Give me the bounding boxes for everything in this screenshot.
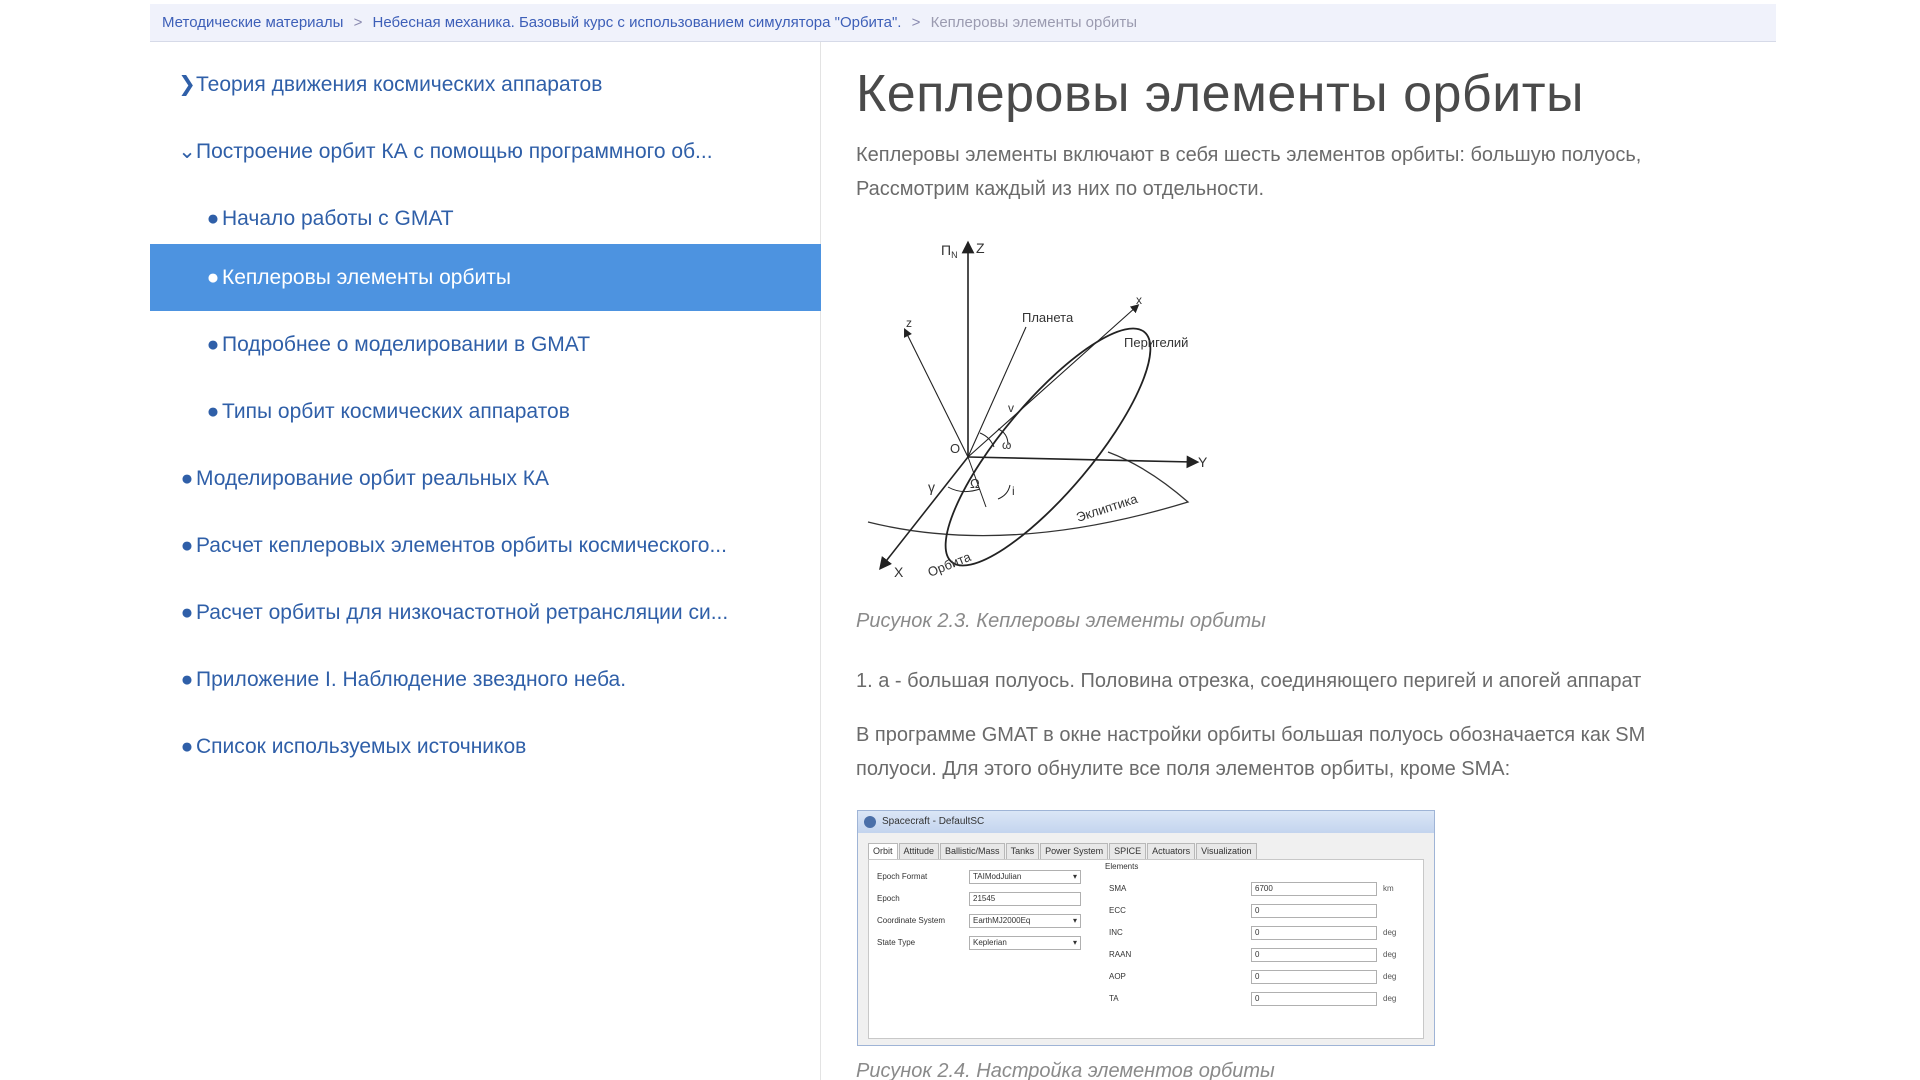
main-content bbox=[822, 42, 1776, 1080]
bullet-icon: ● bbox=[206, 400, 220, 423]
sidebar-item-appendix[interactable] bbox=[150, 646, 821, 713]
breadcrumb-item-materials[interactable]: Методические материалы bbox=[162, 14, 344, 31]
breadcrumb-separator: > bbox=[353, 14, 363, 31]
gmat-tab-visualization: Visualization bbox=[1196, 843, 1256, 859]
sidebar-item-real-orbits[interactable] bbox=[150, 445, 821, 512]
nu-label: v bbox=[1008, 401, 1014, 415]
gmat-app-icon bbox=[864, 816, 876, 828]
bullet-icon: ● bbox=[206, 266, 220, 289]
sidebar-item-orbit-types[interactable] bbox=[150, 378, 821, 445]
sidebar-item-label: Построение орбит КА с помощью программного об... bbox=[196, 140, 713, 163]
aop-field: 0 bbox=[1251, 970, 1377, 984]
figure-caption-2: Рисунок 2.4. Настройка элементов орбиты bbox=[856, 1060, 1275, 1080]
small-z-axis bbox=[906, 332, 968, 457]
inc-unit: deg bbox=[1383, 928, 1397, 937]
state-type-label: State Type bbox=[877, 938, 916, 947]
gmat-paragraph-line-2: полуоси. Для этого обнулите все поля элементов орбиты, кроме SMA: bbox=[856, 758, 1511, 780]
gmat-tab-actuators: Actuators bbox=[1147, 843, 1195, 859]
intro-line-1: Кеплеровы элементы включают в себя шесть элементов орбиты: большую полуось, bbox=[856, 144, 1642, 166]
ta-label: TA bbox=[1109, 994, 1119, 1003]
sidebar-item-label: Начало работы с GMAT bbox=[222, 207, 454, 230]
sidebar-item-label: Типы орбит космических аппаратов bbox=[222, 400, 570, 423]
sidebar-item-label: Теория движения космических аппаратов bbox=[196, 73, 603, 96]
chevron-right-icon: ❯ bbox=[178, 73, 196, 96]
bullet-icon: ● bbox=[180, 668, 194, 691]
orbit-label: Орбита bbox=[925, 548, 973, 580]
inc-label: INC bbox=[1109, 928, 1123, 937]
gmat-screenshot bbox=[857, 810, 1435, 1046]
breadcrumb-current: Кеплеровы элементы орбиты bbox=[930, 14, 1137, 31]
omega-big-label: Ω bbox=[970, 476, 980, 491]
aop-unit: deg bbox=[1383, 972, 1397, 981]
y-axis bbox=[968, 457, 1193, 462]
gmat-tab-spice: SPICE bbox=[1109, 843, 1146, 859]
ecc-field: 0 bbox=[1251, 904, 1377, 918]
bullet-icon: ● bbox=[206, 333, 220, 356]
sma-unit: km bbox=[1383, 884, 1394, 893]
breadcrumb-item-course[interactable]: Небесная механика. Базовый курс с использованием симулятора "Орбита". bbox=[372, 14, 902, 31]
planet-label: Планета bbox=[1022, 310, 1074, 325]
gmat-tab-tanks: Tanks bbox=[1006, 843, 1040, 859]
sidebar-item-sources[interactable] bbox=[150, 713, 821, 780]
sidebar-item-spacecraft-theory[interactable] bbox=[150, 51, 821, 118]
y-axis-label: Y bbox=[1198, 454, 1208, 470]
z-axis-label: Z bbox=[976, 240, 985, 256]
sma-field: 6700 bbox=[1251, 882, 1377, 896]
sma-label: SMA bbox=[1109, 884, 1127, 893]
small-x-label: x bbox=[1136, 293, 1142, 307]
bullet-icon: ● bbox=[180, 534, 194, 557]
epoch-field: 21545 bbox=[969, 892, 1081, 906]
pole-label: $П_N$ bbox=[941, 242, 958, 260]
gmat-window-titlebar bbox=[858, 811, 1434, 833]
x-axis bbox=[883, 457, 968, 565]
perigee-label: Перигелий bbox=[1124, 335, 1189, 350]
sidebar-item-kepler-calc[interactable] bbox=[150, 512, 821, 579]
ta-field: 0 bbox=[1251, 992, 1377, 1006]
sidebar-item-label: Расчет кеплеровых элементов орбиты космического... bbox=[196, 534, 727, 557]
gmat-tabs bbox=[868, 843, 1258, 859]
figure-caption: Рисунок 2.3. Кеплеровы элементы орбиты bbox=[856, 610, 1266, 632]
bullet-icon: ● bbox=[180, 735, 194, 758]
sidebar-item-kepler-elements[interactable] bbox=[150, 244, 821, 311]
sidebar-item-label: Кеплеровы элементы орбиты bbox=[222, 266, 511, 289]
ecliptic-label: Эклиптика bbox=[1074, 490, 1140, 525]
epoch-format-label: Epoch Format bbox=[877, 872, 928, 881]
sidebar-item-label: Приложение I. Наблюдение звездного неба. bbox=[196, 668, 627, 691]
sidebar-item-gmat-start[interactable] bbox=[150, 185, 821, 252]
inc-field: 0 bbox=[1251, 926, 1377, 940]
state-type-select: Keplerian ▾ bbox=[969, 936, 1081, 950]
bullet-icon: ● bbox=[180, 601, 194, 624]
ta-unit: deg bbox=[1383, 994, 1397, 1003]
raan-unit: deg bbox=[1383, 950, 1397, 959]
bullet-icon: ● bbox=[206, 207, 220, 230]
kepler-orbit-diagram bbox=[858, 237, 1258, 617]
coord-system-select: EarthMJ2000Eq ▾ bbox=[969, 914, 1081, 928]
gmat-paragraph-line-1: В программе GMAT в окне настройки орбиты большая полуось обозначается как SM bbox=[856, 724, 1646, 746]
sidebar-item-relay-orbit[interactable] bbox=[150, 579, 821, 646]
raan-label: RAAN bbox=[1109, 950, 1132, 959]
sidebar-item-orbit-construction[interactable] bbox=[150, 118, 821, 185]
aop-label: AOP bbox=[1109, 972, 1126, 981]
gmat-tab-ballistic: Ballistic/Mass bbox=[940, 843, 1005, 859]
sidebar-item-label: Расчет орбиты для низкочастотной ретрансляции си... bbox=[196, 601, 729, 624]
sidebar-nav bbox=[150, 42, 821, 1080]
epoch-format-select: TAIModJulian ▾ bbox=[969, 870, 1081, 884]
small-z-label: z bbox=[906, 316, 912, 330]
small-x-axis bbox=[968, 307, 1136, 457]
ecc-label: ECC bbox=[1109, 906, 1126, 915]
gmat-orbit-panel bbox=[868, 859, 1424, 1039]
bullet-icon: ● bbox=[180, 467, 194, 490]
chevron-down-icon: ⌄ bbox=[178, 140, 196, 163]
epoch-label: Epoch bbox=[877, 894, 900, 903]
sidebar-item-label: Моделирование орбит реальных КА bbox=[196, 467, 550, 490]
breadcrumb-separator: > bbox=[911, 14, 921, 31]
sma-paragraph: 1. a - большая полуось. Половина отрезка, соединяющего перигей и апогей аппарат bbox=[856, 670, 1642, 692]
gmat-tab-power: Power System bbox=[1040, 843, 1108, 859]
page-title: Кеплеровы элементы орбиты bbox=[856, 65, 1584, 123]
omega-small-label: ω bbox=[1002, 438, 1012, 452]
x-axis-label: X bbox=[894, 564, 904, 580]
breadcrumb bbox=[150, 4, 1776, 42]
intro-line-2: Рассмотрим каждый из них по отдельности. bbox=[856, 178, 1265, 200]
gmat-tab-attitude: Attitude bbox=[899, 843, 940, 859]
sidebar-item-label: Список используемых источников bbox=[196, 735, 527, 758]
sidebar-item-label: Подробнее о моделировании в GMAT bbox=[222, 333, 591, 356]
origin-label: O bbox=[950, 441, 961, 456]
inclination-label: i bbox=[1012, 484, 1015, 498]
gmat-window-title: Spacecraft - DefaultSC bbox=[882, 816, 985, 827]
sidebar-item-gmat-modeling[interactable] bbox=[150, 311, 821, 378]
raan-field: 0 bbox=[1251, 948, 1377, 962]
coord-system-label: Coordinate System bbox=[877, 916, 946, 925]
gamma-label: γ bbox=[928, 479, 935, 495]
gmat-tab-orbit: Orbit bbox=[868, 843, 898, 859]
elements-label: Elements bbox=[1105, 862, 1139, 871]
